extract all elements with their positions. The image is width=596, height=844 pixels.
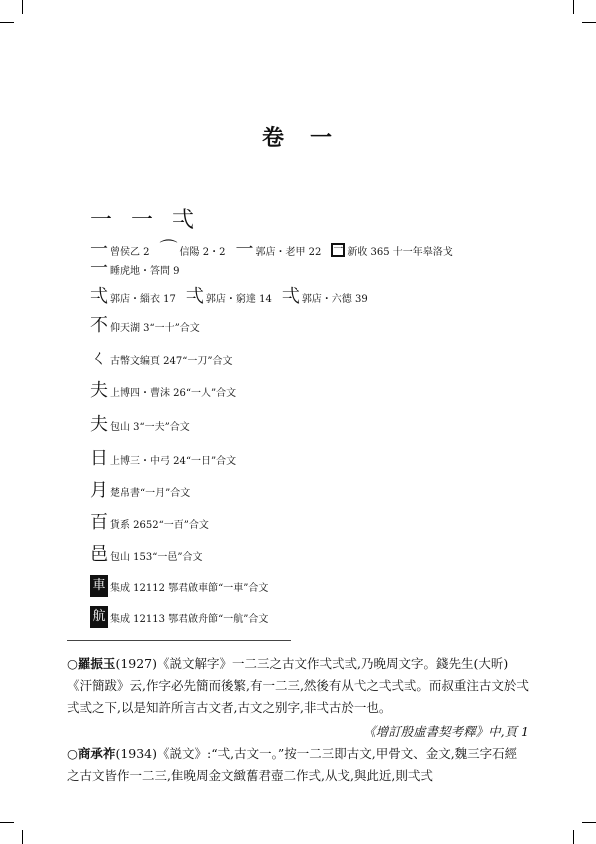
glyph-image: 車 (90, 575, 108, 597)
glyph-image: 航 (90, 606, 108, 628)
glyph-image: 一 (90, 258, 108, 279)
crop-mark (582, 22, 596, 23)
form-row (90, 416, 200, 434)
form-row (90, 575, 278, 597)
source-label: 仰天湖 3“一十”合文 (110, 322, 200, 334)
citation-reference: 《增訂殷虛書契考釋》中,頁 1 (363, 724, 529, 739)
glyph-image: 日 (90, 448, 108, 469)
chapter-title: 卷 一 (261, 125, 334, 151)
commentary-paragraph (67, 653, 529, 719)
commentary-paragraph (67, 743, 529, 787)
form-row (90, 482, 200, 500)
form-row (90, 350, 243, 368)
form-row (90, 514, 219, 532)
glyph-image: 一 (333, 244, 344, 255)
glyph-image: 百 (90, 512, 108, 533)
form-row (90, 606, 278, 628)
paragraph-marker: ○ (67, 656, 78, 671)
form-row (90, 546, 213, 564)
glyph-image: 夫 (90, 380, 108, 401)
glyph-image: 一 (235, 239, 254, 260)
crop-mark (22, 0, 23, 14)
source-label: 郭店・緇衣 17 (110, 293, 176, 305)
source-label: 曾侯乙 2 (110, 246, 150, 258)
source-label: 集成 12112 鄂君啟車節“一車”合文 (110, 582, 269, 594)
glyph-image: 不 (90, 315, 108, 336)
form-row (90, 260, 190, 278)
crop-mark (573, 0, 574, 14)
glyph-image: 一 (90, 239, 108, 260)
glyph-image: 弌 (281, 286, 300, 307)
source-label: 上博四・曹沫 26“一人”合文 (110, 387, 237, 399)
form-row (90, 317, 210, 335)
glyph-image: 夫 (90, 414, 108, 435)
paragraph-text: (1927)《説文解字》一二三之古文作弌弍弎,乃晚周文字。錢先生(大昕)《汗簡跋》云,作字必先簡而後繁,有一二三,然後有从弋之弌弍弎。而叔重注古文於弌弍弎之下,以是知許所言古文者,古文之别字,非弌古於一也。 (67, 656, 529, 715)
glyph-image: 月 (90, 480, 108, 501)
crop-mark (573, 830, 574, 844)
glyph-image: 弌 (185, 286, 204, 307)
glyph-image: 弌 (90, 286, 108, 307)
source-label: 貨系 2652“一百”合文 (110, 519, 209, 531)
crop-mark (0, 822, 14, 823)
source-label: 郭店・窮達 14 (205, 293, 272, 305)
glyph-image: 邑 (90, 544, 108, 565)
entry-headword: 一 一 弌 (90, 208, 200, 233)
source-label: 包山 3“一夫”合文 (110, 421, 190, 433)
glyph-image: ㄑ (90, 348, 108, 369)
author-name: 羅振玉 (77, 656, 116, 671)
source-label: 睡虎地・答問 9 (110, 265, 180, 277)
form-row (90, 382, 246, 400)
source-label: 郭店・六德 39 (301, 293, 368, 305)
form-row (90, 450, 246, 468)
source-label: 古幣文编頁 247“一刀”合文 (110, 355, 233, 367)
source-label: 包山 153“一邑”合文 (110, 551, 203, 563)
crop-mark (0, 22, 14, 23)
section-divider (67, 640, 291, 641)
form-row (90, 288, 378, 306)
glyph-image: ⌒ (159, 239, 178, 260)
form-row (90, 241, 463, 259)
crop-mark (582, 822, 596, 823)
source-label: 新收 365 十一年皋洛戈 (347, 246, 453, 258)
source-label: 郭店・老甲 22 (255, 246, 322, 258)
source-label: 上博三・中弓 24“一日”合文 (110, 455, 237, 467)
paragraph-text: (1934)《説文》:“弌,古文一。”按一二三即古文,甲骨文、金文,魏三字石經之古文皆作一二三,隹晚周金文緻𦾔君壺二作弍,从戈,與此近,則弌弍 (67, 746, 518, 783)
source-label: 信陽 2・2 (179, 246, 226, 258)
source-label: 楚帛書“一月”合文 (110, 487, 191, 499)
paragraph-marker: ○ (67, 746, 78, 761)
source-label: 集成 12113 鄂君啟舟節“一航”合文 (110, 613, 269, 625)
author-name: 商承祚 (77, 746, 116, 761)
crop-mark (22, 830, 23, 844)
